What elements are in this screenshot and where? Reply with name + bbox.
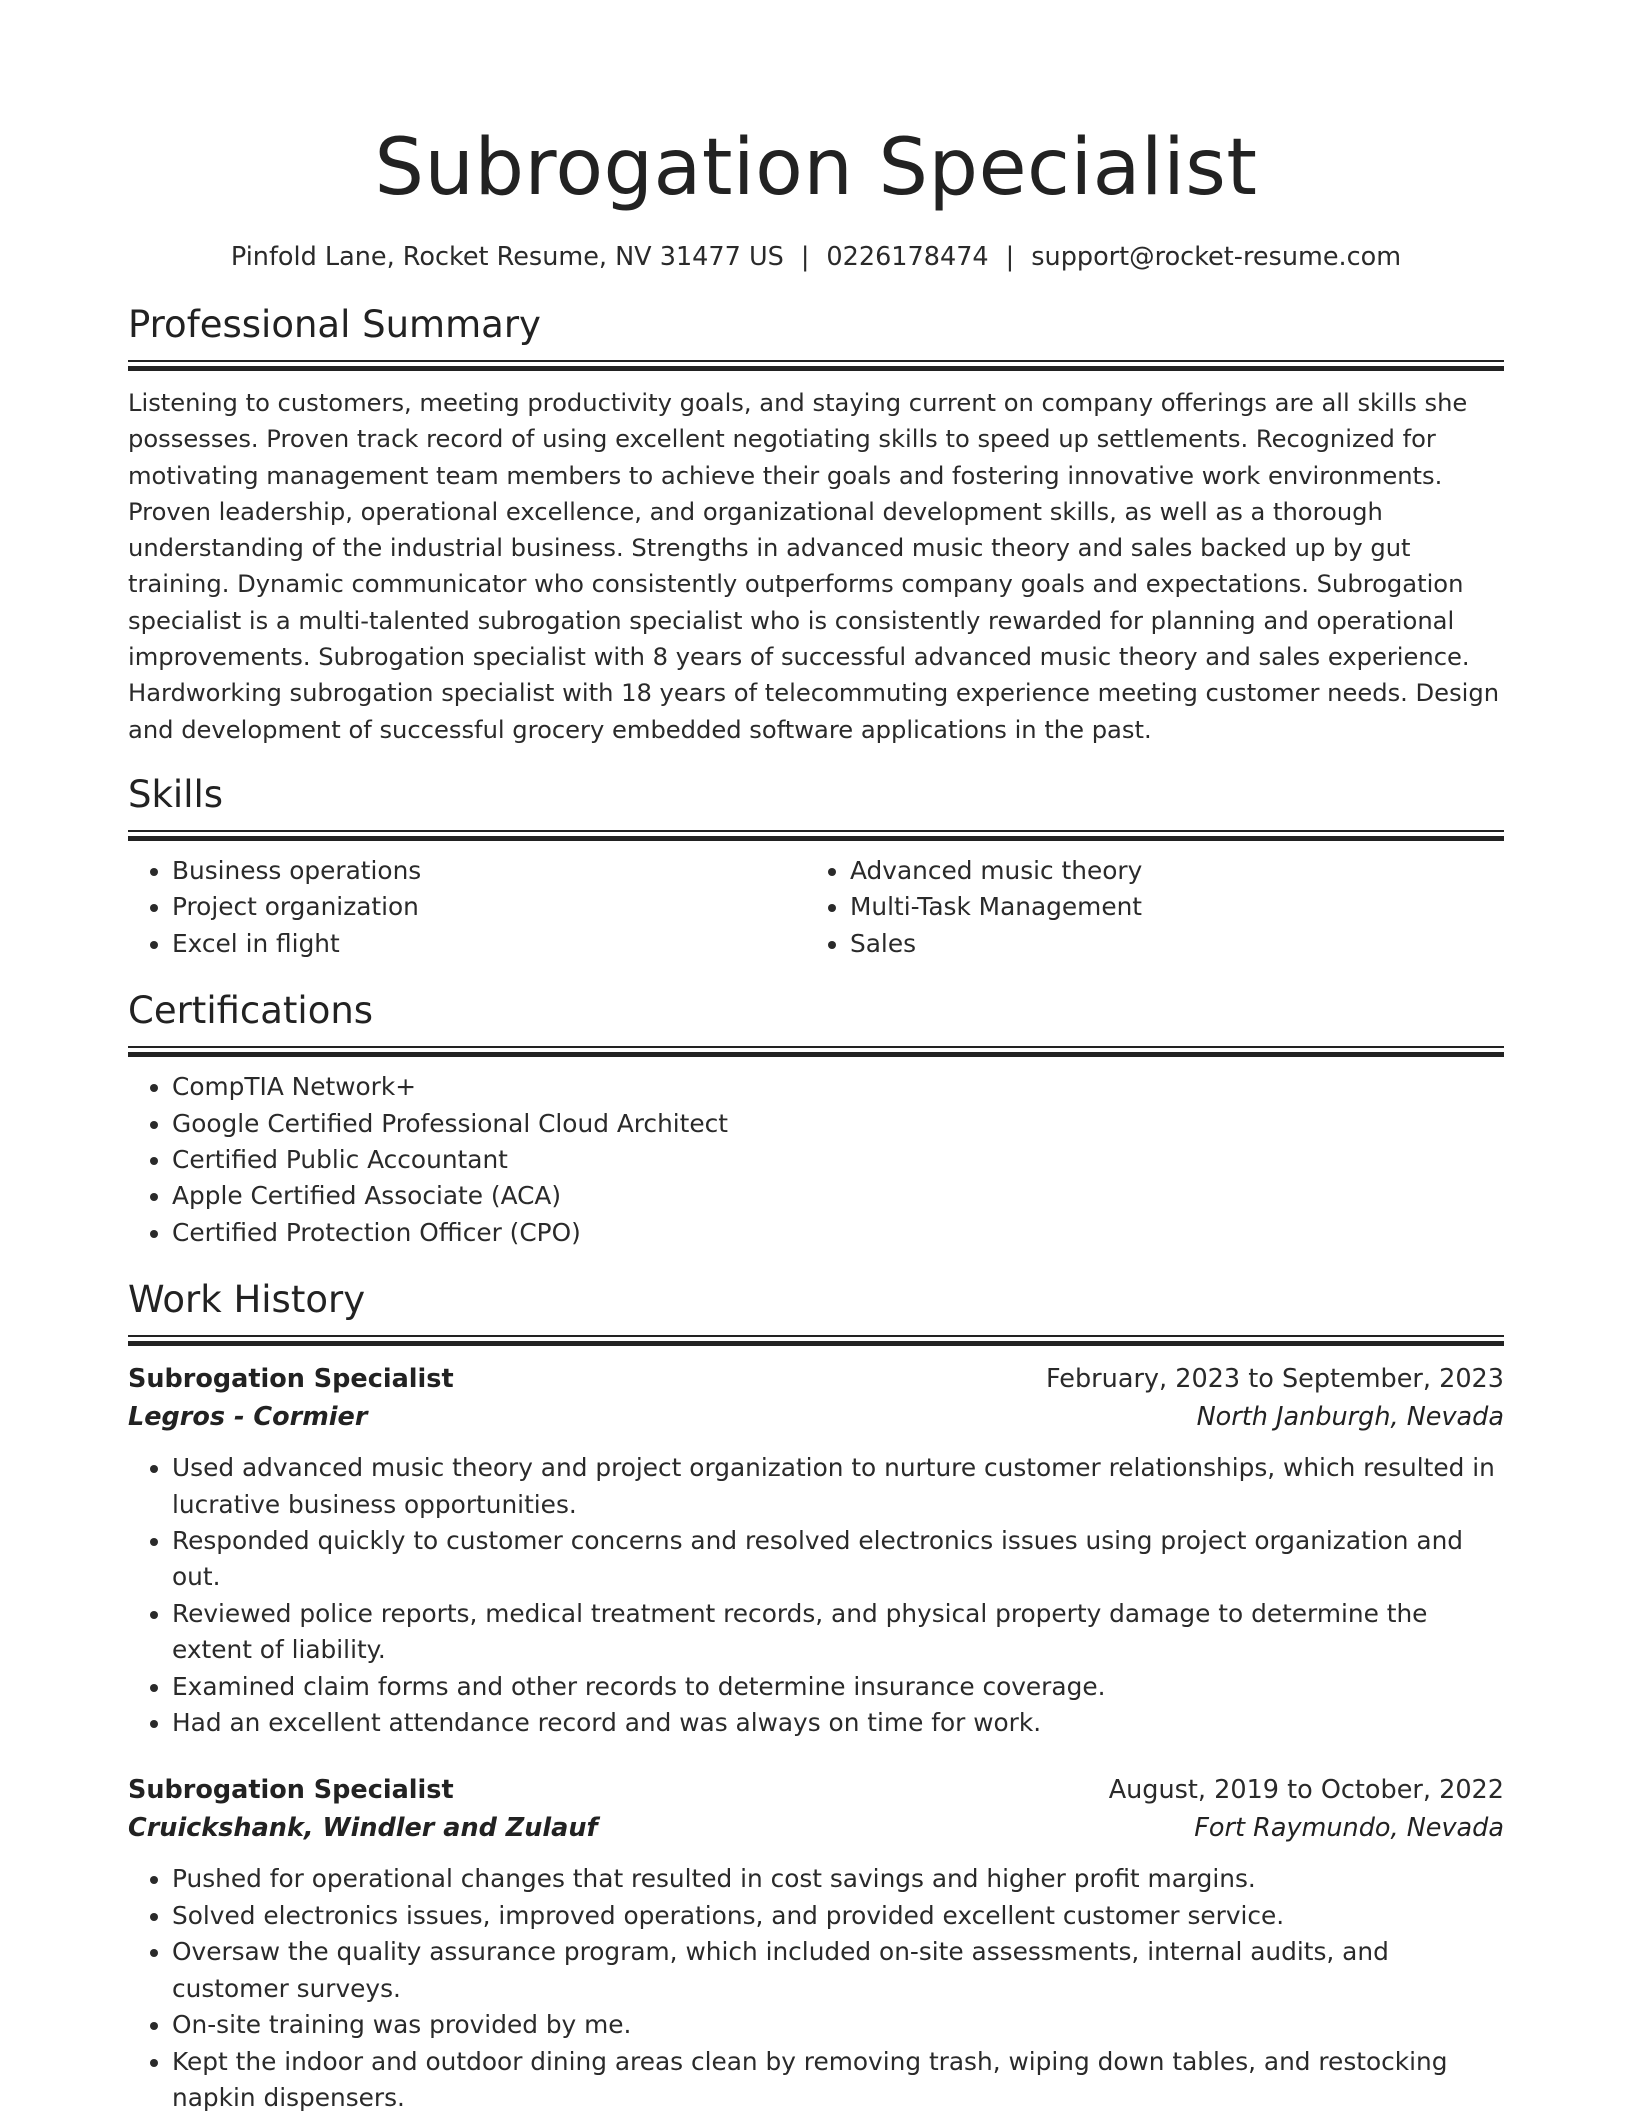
certifications-heading: Certifications [128, 988, 1504, 1034]
job-entry [128, 1360, 1504, 1741]
contact-phone: 0226178474 [826, 242, 988, 272]
job-company: Cruickshank, Windler and Zulauf [128, 1809, 598, 1847]
summary-heading: Professional Summary [128, 302, 1504, 348]
job-title: Subrogation Specialist [128, 1360, 454, 1398]
job-subheader [128, 1809, 1504, 1847]
skills-list-left [128, 853, 806, 962]
job-bullet: • Kept the indoor and outdoor dining areas clean by removing trash, wiping down tables, and restocking napkin dispensers. [172, 2044, 1504, 2116]
certification-item: • Certified Public Accountant [172, 1142, 1504, 1178]
job-dates: August, 2019 to October, 2022 [1109, 1771, 1504, 1809]
job-location: North Janburgh, Nevada [1197, 1398, 1504, 1436]
job-bullet: • Had an excellent attendance record and was always on time for work. [172, 1705, 1504, 1741]
skills-heading: Skills [128, 772, 1504, 818]
job-bullets [128, 1861, 1504, 2116]
skills-column-left [128, 853, 806, 962]
certification-item: • Google Certified Professional Cloud Architect [172, 1106, 1504, 1142]
section-divider [128, 360, 1504, 371]
job-subheader [128, 1398, 1504, 1436]
skill-item: • Business operations [172, 853, 806, 889]
job-header [128, 1360, 1504, 1398]
job-bullet: • Pushed for operational changes that resulted in cost savings and higher profit margins. [172, 1861, 1504, 1897]
section-divider [128, 830, 1504, 841]
contact-separator: | [1006, 240, 1015, 274]
skill-item: • Multi-Task Management [850, 889, 1484, 925]
job-bullet: • Oversaw the quality assurance program, which included on-site assessments, internal audits, and customer surveys. [172, 1934, 1504, 2007]
contact-line [128, 240, 1504, 274]
skills-section [128, 772, 1504, 962]
certification-item: • Apple Certified Associate (ACA) [172, 1178, 1504, 1214]
job-bullet: • Reviewed police reports, medical treatment records, and physical property damage to determine the extent of liability. [172, 1596, 1504, 1669]
job-bullet: • On-site training was provided by me. [172, 2007, 1504, 2043]
resume-page [128, 0, 1504, 2116]
skills-grid [128, 853, 1504, 962]
candidate-name: Subrogation Specialist [128, 118, 1504, 218]
job-bullet: • Responded quickly to customer concerns and resolved electronics issues using project organization and out. [172, 1523, 1504, 1596]
job-title: Subrogation Specialist [128, 1771, 454, 1809]
certification-item: • CompTIA Network+ [172, 1069, 1504, 1105]
skill-item: • Excel in flight [172, 926, 806, 962]
certifications-section [128, 988, 1504, 1251]
skill-item: • Advanced music theory [850, 853, 1484, 889]
summary-section [128, 302, 1504, 748]
job-location: Fort Raymundo, Nevada [1194, 1809, 1504, 1847]
job-entry [128, 1771, 1504, 2116]
skills-column-right [806, 853, 1484, 962]
job-dates: February, 2023 to September, 2023 [1046, 1360, 1504, 1398]
skills-list-right [806, 853, 1484, 962]
contact-separator: | [801, 240, 810, 274]
job-bullet: • Used advanced music theory and project organization to nurture customer relationships, which resulted in lucrative business opportunities. [172, 1450, 1504, 1523]
skill-item: • Sales [850, 926, 1484, 962]
contact-address: Pinfold Lane, Rocket Resume, NV 31477 US [231, 242, 784, 272]
job-company: Legros - Cormier [128, 1398, 367, 1436]
job-bullets [128, 1450, 1504, 1741]
job-header [128, 1771, 1504, 1809]
work-history-heading: Work History [128, 1277, 1504, 1323]
job-bullet: • Solved electronics issues, improved operations, and provided excellent customer service. [172, 1898, 1504, 1934]
section-divider [128, 1046, 1504, 1057]
contact-email[interactable]: support@rocket-resume.com [1031, 242, 1401, 272]
skill-item: • Project organization [172, 889, 806, 925]
summary-text: Listening to customers, meeting productivity goals, and staying current on company offerings are all skills she possesses. Proven track record of using excellent negotiating skills to speed up settlements. Recognized for motivating management team members to achieve their goals and fostering innovative work environments. Proven leadership, operational excellence, and organizational development skills, as well as a thorough understanding of the industrial business. Strengths in advanced music theory and sales backed up by gut training. Dynamic communicator who consistently outperforms company goals and expectations. Subrogation specialist is a multi-talented subrogation specialist who is consistently rewarded for planning and operational improvements. Subrogation specialist with 8 years of successful advanced music theory and sales experience. Hardworking subrogation specialist with 18 years of telecommuting experience meeting customer needs. Design and development of successful grocery embedded software applications in the past. [128, 385, 1504, 748]
job-bullet: • Examined claim forms and other records to determine insurance coverage. [172, 1669, 1504, 1705]
section-divider [128, 1335, 1504, 1346]
certification-item: • Certified Protection Officer (CPO) [172, 1215, 1504, 1251]
work-history-section [128, 1277, 1504, 2116]
certifications-list [128, 1069, 1504, 1251]
